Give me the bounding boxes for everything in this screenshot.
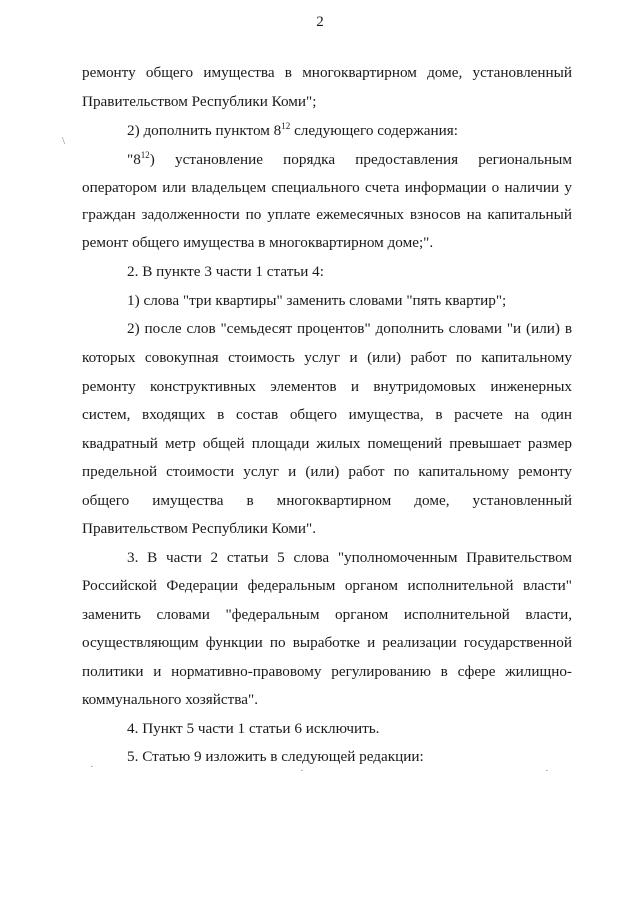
text-line: ремонту общего имущества в многоквартирном доме, установленный (82, 64, 572, 81)
text-line: граждан задолженности по уплате ежемесячных взносов на капитальный (82, 206, 572, 223)
text-line: 2. В пункте 3 части 1 статьи 4: (127, 263, 324, 280)
text-fragment: 2) дополнить пунктом 8 (127, 122, 282, 139)
text-line: Правительством Республики Коми"; (82, 93, 317, 110)
text-line: предельной стоимости услуг и (или) работ по капитальному ремонту (82, 463, 572, 480)
page-number: 2 (316, 14, 324, 30)
scan-mark: · (90, 761, 94, 773)
text-line: общего имущества в многоквартирном доме, установленный (82, 492, 572, 509)
text-line: оператором или владельцем специального счета информации о наличии у (82, 179, 572, 196)
text-line: 1) слова "три квартиры" заменить словами "пять квартир"; (127, 292, 507, 309)
text-line: 3. В части 2 статьи 5 слова "уполномоченным Правительством (127, 549, 572, 566)
text-line: квадратный метр общей площади жилых помещений превышает размер (82, 435, 572, 452)
text-fragment: ) установление порядка предоставления региональным (149, 151, 572, 168)
text-line: 2) после слов "семьдесят процентов" дополнить словами "и (или) в (127, 320, 572, 337)
superscript: 12 (281, 120, 291, 131)
text-line: систем, входящих в состав общего имущества, в расчете на один (82, 406, 572, 423)
text-line (127, 121, 572, 141)
text-line: коммунального хозяйства". (82, 691, 259, 708)
scan-mark: \ (62, 135, 66, 147)
text-fragment: следующего содержания: (290, 122, 458, 139)
text-fragment: "8 (127, 151, 141, 168)
text-line: осуществляющим функции по выработке и реализации государственной (82, 634, 572, 651)
text-line: ремонту конструктивных элементов и внутридомовых инженерных (82, 378, 572, 395)
text-line: Российской Федерации федеральным органом исполнительной власти" (82, 577, 572, 594)
text-line: Правительством Республики Коми". (82, 520, 317, 537)
superscript: 12 (140, 149, 150, 160)
text-line: 4. Пункт 5 части 1 статьи 6 исключить. (127, 720, 380, 737)
text-line: заменить словами "федеральным органом исполнительной власти, (82, 606, 572, 623)
text-line: которых совокупная стоимость услуг и (или) работ по капитальному (82, 349, 572, 366)
text-line (127, 150, 572, 170)
text-line: ремонт общего имущества в многоквартирном доме;". (82, 234, 434, 251)
text-line: 5. Статью 9 изложить в следующей редакции: (127, 748, 424, 765)
scan-mark: · (545, 765, 549, 777)
text-line: политики и нормативно-правовому регулированию в сфере жилищно- (82, 663, 572, 680)
scan-mark: · (300, 765, 304, 777)
